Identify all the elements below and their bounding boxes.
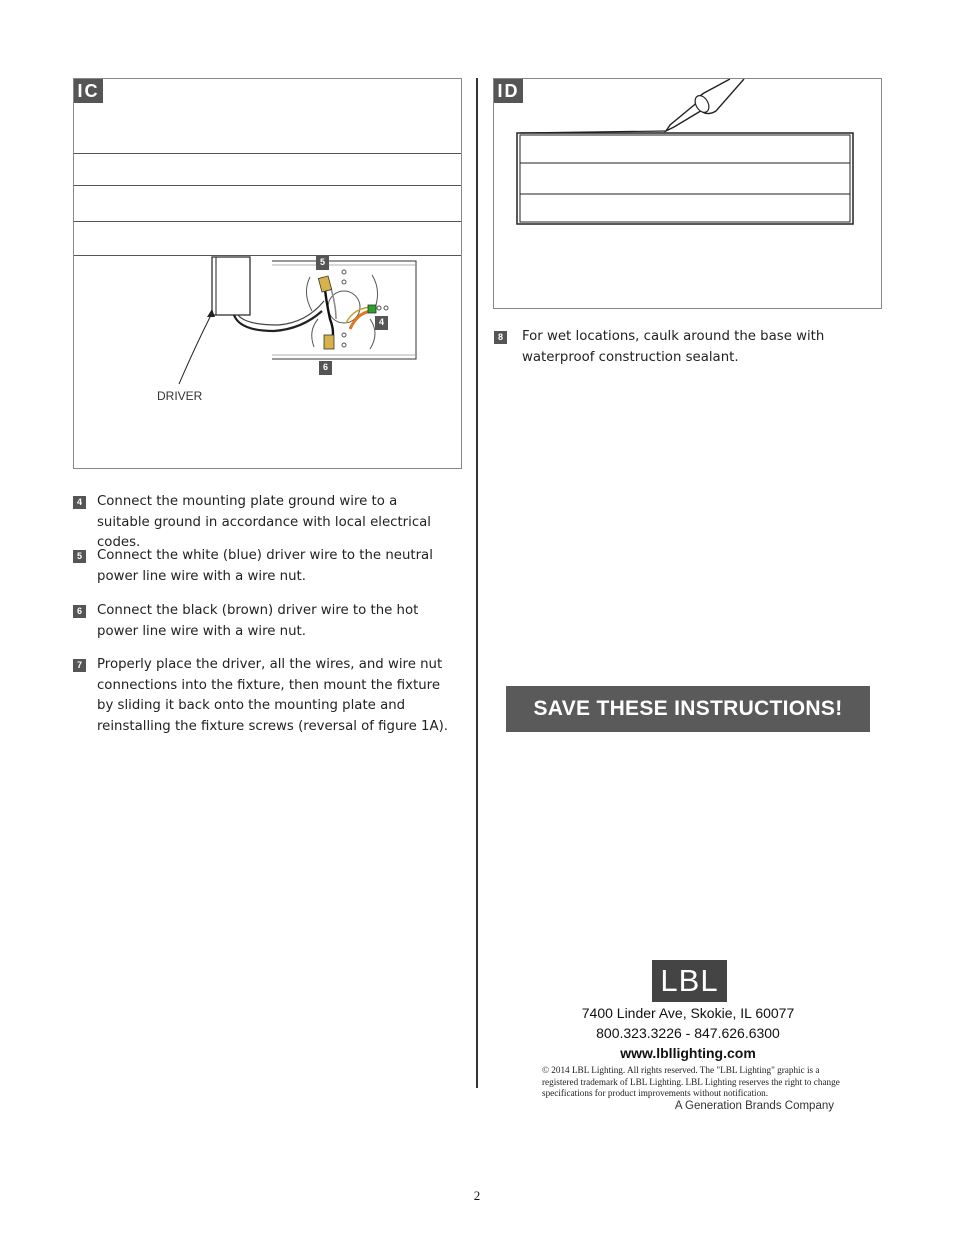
step-text: Connect the mounting plate ground wire to a suitable ground in accordance with local electrical codes. xyxy=(97,494,431,550)
step-number: 7 xyxy=(73,659,86,672)
sealant-diagram xyxy=(494,79,881,308)
step-number: 4 xyxy=(73,496,86,509)
callout-5: 5 xyxy=(316,256,329,270)
driver-label: DRIVER xyxy=(157,389,203,403)
step-text: Connect the white (blue) driver wire to the neutral power line wire with a wire nut. xyxy=(97,548,433,584)
callout-4: 4 xyxy=(375,316,388,330)
step-number: 5 xyxy=(73,550,86,563)
lbl-logo: LBL xyxy=(652,960,727,1002)
company-address: 7400 Linder Ave, Skokie, IL 60077 xyxy=(581,1005,795,1021)
step-text: Connect the black (brown) driver wire to the hot power line wire with a wire nut. xyxy=(97,603,419,639)
copyright-notice: © 2014 LBL Lighting. All rights reserved. The "LBL Lighting" graphic is a registered trademark of LBL Lighting. LBL Lighting reserves the right to change specifications for product improvements without notification. xyxy=(542,1065,840,1098)
wiring-diagram xyxy=(74,79,461,468)
figure-id-tag: ID xyxy=(494,79,523,103)
step-number: 8 xyxy=(494,331,507,344)
callout-6: 6 xyxy=(319,361,332,375)
figure-id xyxy=(493,78,882,309)
page-number: 2 xyxy=(473,1188,481,1203)
figure-ic-tag: IC xyxy=(74,79,103,103)
step-text: Properly place the driver, all the wires, and wire nut connections into the fixture, then mount the fixture by sliding it back onto the mounting plate and reinstalling the fixture screws (reversal of figure 1A). xyxy=(97,657,448,734)
step-number: 6 xyxy=(73,605,86,618)
step-text: For wet locations, caulk around the base with waterproof construction sealant. xyxy=(522,329,825,365)
figure-ic xyxy=(73,78,462,469)
company-phones: 800.323.3226 - 847.626.6300 xyxy=(596,1025,780,1041)
company-website[interactable]: www.lbllighting.com xyxy=(620,1045,756,1061)
column-divider xyxy=(476,78,478,1088)
save-instructions-banner: SAVE THESE INSTRUCTIONS! xyxy=(506,686,870,732)
parent-company: A Generation Brands Company xyxy=(674,1100,834,1112)
